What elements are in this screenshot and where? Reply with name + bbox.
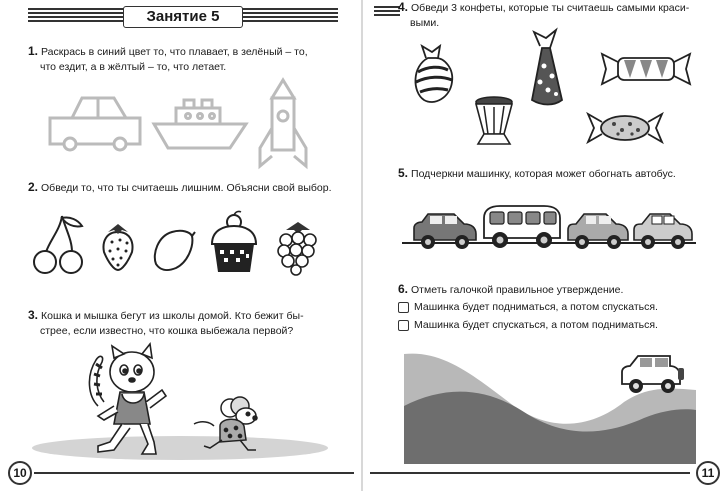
ground-shadow [30, 426, 330, 462]
bottom-rule-left [34, 472, 354, 474]
header-lines-right [374, 6, 400, 18]
option-1-checkbox[interactable] [398, 302, 409, 313]
task-6 [398, 282, 718, 298]
candy-bag-dotted-icon [528, 28, 564, 108]
candy-cup-icon [472, 94, 516, 146]
car-middle-icon [566, 212, 630, 250]
candy-bag-striped-icon [410, 44, 456, 106]
task-1 [28, 44, 348, 75]
bottom-rule-right [370, 472, 690, 474]
page-number-left: 10 [8, 461, 32, 485]
task-3-text-line1: Кошка и мышка бегут из школы домой. Кто бежит бы- [41, 310, 304, 322]
option-1-label: Машинка будет подниматься, а потом спускаться. [414, 301, 658, 313]
jeep-icon [618, 354, 686, 396]
car-right-icon [632, 212, 694, 250]
task-4-text-line1: Обведи 3 конфеты, которые ты считаешь самыми краси- [411, 2, 690, 14]
car-left-icon [412, 212, 478, 250]
task-4-number: 4. [398, 0, 409, 14]
task-1-text-line1: Раскрась в синий цвет то, что плавает, в зелёный – то, [41, 46, 308, 58]
task-1-text-line2: что ездит, а в жёлтый – то, что летает. [40, 61, 227, 73]
right-page [362, 0, 724, 491]
task-3 [28, 308, 348, 339]
candy-wrapper-dots-icon [586, 112, 664, 144]
lemon-icon [150, 226, 196, 274]
cherries-icon [32, 214, 86, 276]
candy-wrapper-triangles-icon [598, 52, 694, 86]
option-1[interactable] [398, 301, 658, 313]
bus-icon [482, 204, 562, 250]
task-6-number: 6. [398, 282, 409, 296]
running-mouse-icon [192, 396, 264, 456]
cupcake-icon [208, 210, 260, 276]
task-3-text-line2: стрее, если известно, что кошка выбежала первой? [40, 325, 294, 337]
task-4-text-line2: выми. [410, 17, 440, 29]
rocket-outline-icon [258, 78, 308, 168]
page-number-right: 11 [696, 461, 720, 485]
task-2-text: Обведи то, что ты считаешь лишним. Объясни свой выбор. [41, 182, 332, 194]
lesson-title: Занятие 5 [123, 6, 243, 28]
task-2-number: 2. [28, 180, 39, 194]
raspberry-icon [276, 220, 320, 276]
task-5-number: 5. [398, 166, 409, 180]
task-5-text: Подчеркни машинку, которая может обогнать автобус. [411, 168, 676, 180]
option-2-label: Машинка будет спускаться, а потом подниматься. [414, 319, 658, 331]
task-6-text: Отметь галочкой правильное утверждение. [411, 284, 624, 296]
car-outline-icon [48, 94, 144, 150]
task-5 [398, 166, 718, 182]
ship-outline-icon [152, 98, 248, 150]
lesson-header [28, 6, 338, 28]
option-2[interactable] [398, 319, 658, 331]
task-4 [398, 0, 718, 31]
strawberry-icon [100, 220, 136, 272]
task-2 [28, 180, 348, 196]
task-1-number: 1. [28, 44, 39, 58]
task-3-number: 3. [28, 308, 39, 322]
running-cat-icon [84, 346, 170, 458]
option-2-checkbox[interactable] [398, 320, 409, 331]
